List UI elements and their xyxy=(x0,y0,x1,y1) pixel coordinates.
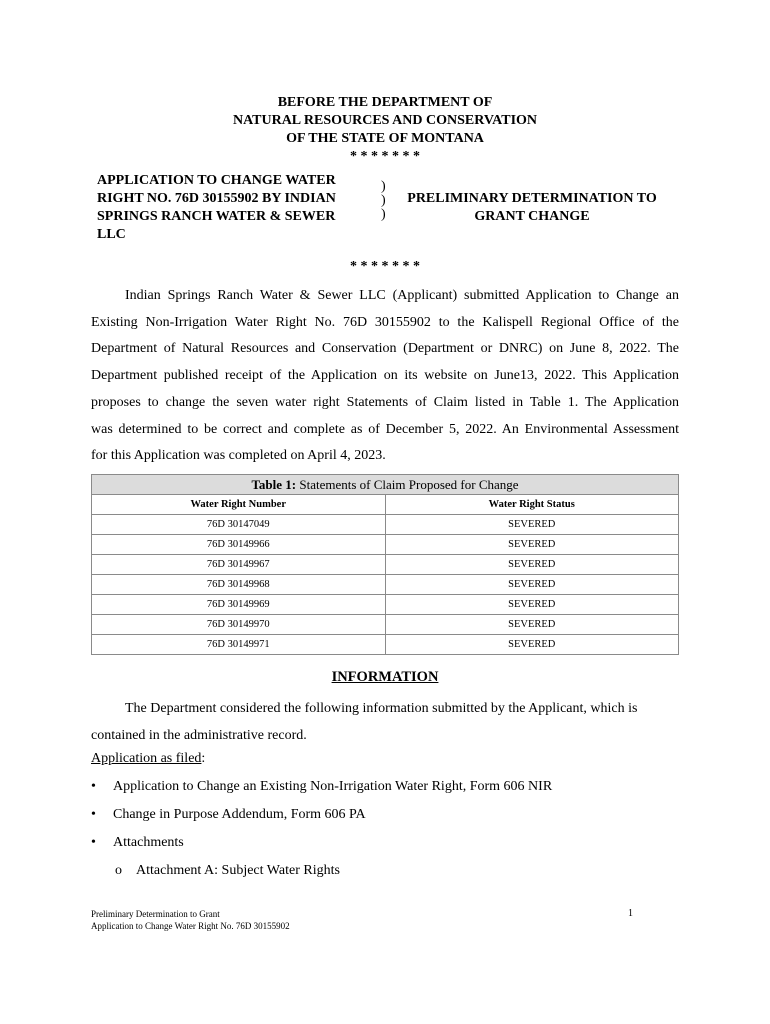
water-right-status: SEVERED xyxy=(385,555,679,575)
footer-line-1: Preliminary Determination to Grant xyxy=(91,909,220,919)
table-row xyxy=(92,535,679,555)
list-item-text: Change in Purpose Addendum, Form 606 PA xyxy=(113,807,366,822)
caption-parentheses xyxy=(381,180,386,222)
caption-paren: ) xyxy=(381,193,386,208)
water-right-status: SEVERED xyxy=(385,595,679,615)
table-row xyxy=(92,635,679,655)
claims-table-wrap xyxy=(91,474,679,655)
table-row xyxy=(92,555,679,575)
claims-table xyxy=(91,474,679,655)
caption-paren: ) xyxy=(381,179,386,194)
case-caption-right xyxy=(394,190,670,226)
intro-line: proposes to change the seven water right Statements of Claim listed in Table 1. The Application xyxy=(91,394,679,410)
list-item-text: Application to Change an Existing Non-Irrigation Water Right, Form 606 NIR xyxy=(113,779,553,794)
application-as-filed-text: Application as filed xyxy=(91,751,202,766)
water-right-number: 76D 30149966 xyxy=(92,535,386,555)
water-right-number: 76D 30149968 xyxy=(92,575,386,595)
water-right-status: SEVERED xyxy=(385,535,679,555)
water-right-number: 76D 30149967 xyxy=(92,555,386,575)
intro-line: for this Application was completed on April 4, 2023. xyxy=(91,448,386,464)
sub-bullet-icon: o xyxy=(115,863,122,878)
water-right-number: 76D 30149970 xyxy=(92,615,386,635)
water-right-number: 76D 30149971 xyxy=(92,635,386,655)
case-caption-left xyxy=(97,172,367,244)
caption-left-line: LLC xyxy=(97,227,126,242)
information-heading-text: INFORMATION xyxy=(331,669,439,685)
water-right-status: SEVERED xyxy=(385,635,679,655)
water-right-status: SEVERED xyxy=(385,575,679,595)
caption-left-line: RIGHT NO. 76D 30155902 BY INDIAN xyxy=(97,191,336,206)
water-right-status: SEVERED xyxy=(385,515,679,535)
sub-list-item-text: Attachment A: Subject Water Rights xyxy=(136,863,340,878)
water-right-status: SEVERED xyxy=(385,615,679,635)
table-title xyxy=(92,475,679,495)
information-line: contained in the administrative record. xyxy=(91,728,307,743)
document-header xyxy=(0,94,770,166)
caption-paren: ) xyxy=(381,207,386,222)
header-stars: * * * * * * * xyxy=(350,149,420,164)
section-stars: * * * * * * * xyxy=(350,259,420,274)
water-right-number: 76D 30147049 xyxy=(92,515,386,535)
bullet-icon: • xyxy=(91,807,96,822)
header-line-2: NATURAL RESOURCES AND CONSERVATION xyxy=(232,113,538,128)
header-line-3: OF THE STATE OF MONTANA xyxy=(286,131,484,146)
intro-line: was determined to be correct and complete as of December 5, 2022. An Environmental Assessment xyxy=(91,421,679,437)
water-right-number: 76D 30149969 xyxy=(92,595,386,615)
intro-paragraph xyxy=(91,283,679,470)
column-header-water-right-status: Water Right Status xyxy=(385,495,679,515)
header-line-1: BEFORE THE DEPARTMENT OF xyxy=(277,95,493,110)
information-line: The Department considered the following information submitted by the Applicant, which is xyxy=(125,701,638,716)
page-footer xyxy=(91,908,636,932)
caption-left-line: APPLICATION TO CHANGE WATER xyxy=(97,173,336,188)
table-row xyxy=(92,615,679,635)
table-row xyxy=(92,515,679,535)
caption-left-line: SPRINGS RANCH WATER & SEWER xyxy=(97,209,336,224)
table-row xyxy=(92,595,679,615)
table-row xyxy=(92,575,679,595)
footer-line-2: Application to Change Water Right No. 76D 30155902 xyxy=(91,921,290,931)
bullet-icon: • xyxy=(91,835,96,850)
caption-right-line: GRANT CHANGE xyxy=(474,209,590,224)
page-number: 1 xyxy=(628,908,633,919)
list-item-text: Attachments xyxy=(113,835,184,850)
intro-line: Department published receipt of the Application on its website on June13, 2022. This Application xyxy=(91,368,679,384)
application-as-filed-label xyxy=(91,750,205,768)
intro-line: Existing Non-Irrigation Water Right No. 76D 30155902 to the Kalispell Regional Office of the xyxy=(91,314,679,330)
caption-right-line: PRELIMINARY DETERMINATION TO xyxy=(407,191,657,206)
table-title-text: Statements of Claim Proposed for Change xyxy=(296,476,519,492)
table-title-label: Table 1: xyxy=(251,476,297,492)
information-paragraph xyxy=(91,695,679,749)
intro-line: Department of Natural Resources and Conservation (Department or DNRC) on June 8, 2022. The xyxy=(91,341,679,357)
column-header-water-right-number: Water Right Number xyxy=(92,495,386,515)
bullet-icon: • xyxy=(91,779,96,794)
information-heading xyxy=(0,669,770,686)
intro-line: Indian Springs Ranch Water & Sewer LLC (Applicant) submitted Application to Change an xyxy=(125,288,679,303)
application-as-filed-colon: : xyxy=(201,751,206,766)
